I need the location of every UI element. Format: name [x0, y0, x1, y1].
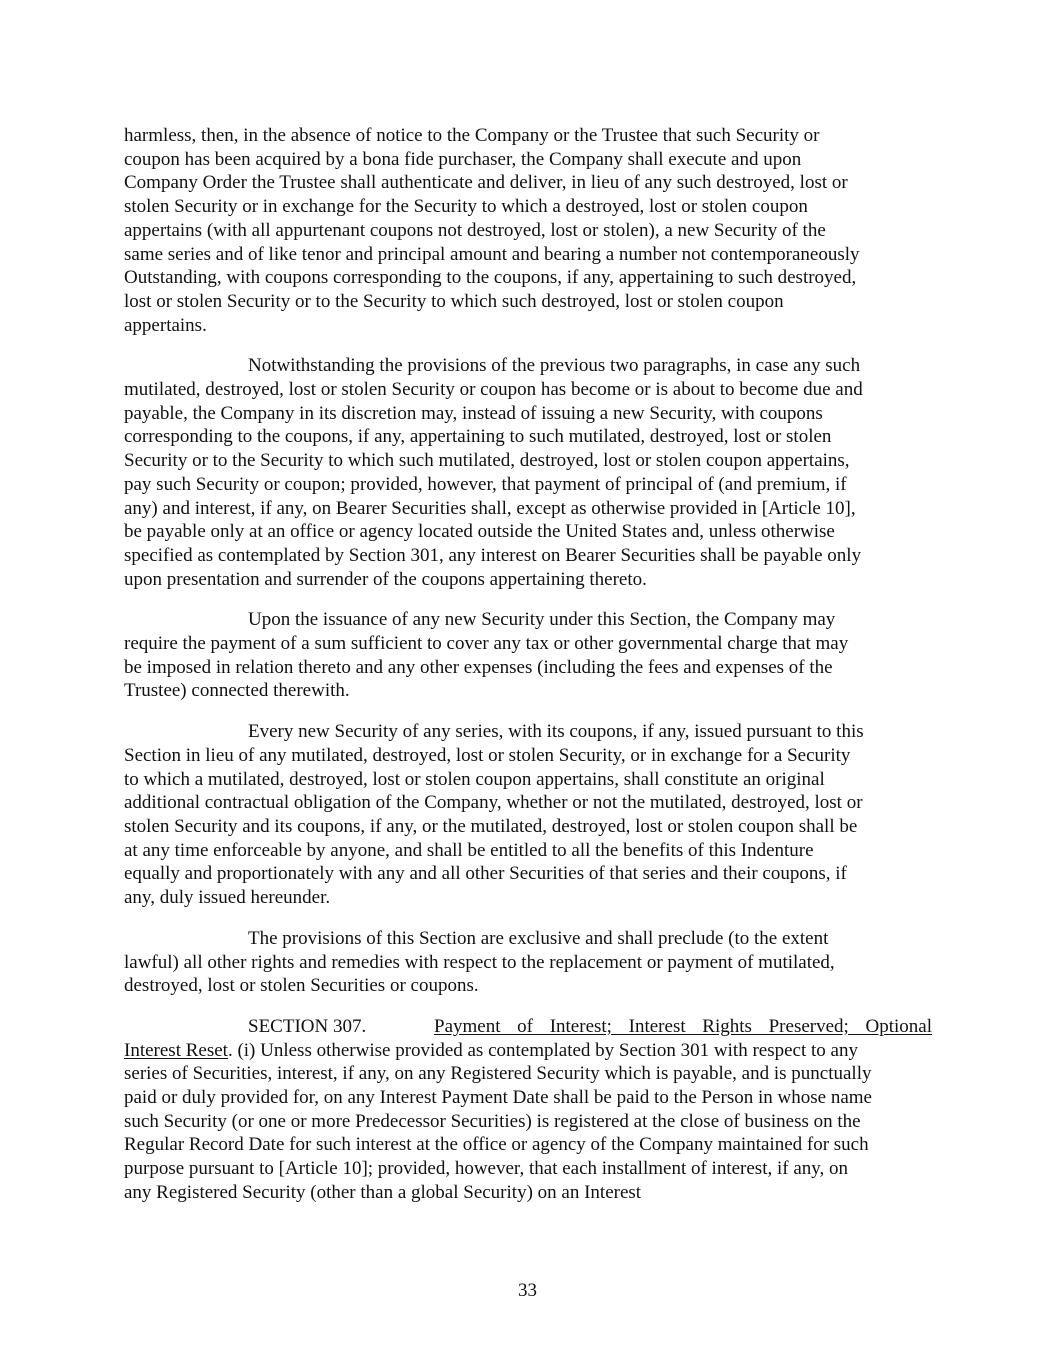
page-number: 33 [518, 1280, 537, 1301]
text-line: series of Securities, interest, if any, on any Registered Security which is payable, and is punctually [124, 1063, 872, 1085]
text-line: additional contractual obligation of the Company, whether or not the mutilated, destroyed, lost or [124, 792, 863, 814]
text-line: Section in lieu of any mutilated, destroyed, lost or stolen Security, or in exchange for a Security [124, 744, 851, 766]
text-line: pay such Security or coupon; provided, however, that payment of principal of (and premium, if [124, 473, 847, 495]
section-body-start: . (i) Unless otherwise provided as contemplated by Section 301 with respect to any [227, 1039, 858, 1061]
section-number: SECTION 307. [248, 1015, 367, 1037]
text-line: such Security (or one or more Predecessor Securities) is registered at the close of business on the [124, 1110, 861, 1132]
text-line: mutilated, destroyed, lost or stolen Security or coupon has become or is about to become due and [124, 379, 863, 401]
text-line: Regular Record Date for such interest at the office or agency of the Company maintained for such [124, 1134, 869, 1156]
document-page [124, 124, 932, 1222]
text-line: The provisions of this Section are exclusive and shall preclude (to the extent [248, 927, 829, 949]
text-line: same series and of like tenor and principal amount and bearing a number not contemporaneously [124, 243, 860, 265]
section-title: Payment of Interest; Interest Rights Preserved; Optional [434, 1015, 932, 1037]
text-line: Security or to the Security to which such mutilated, destroyed, lost or stolen coupon appertains, [124, 450, 850, 472]
text-line: harmless, then, in the absence of notice to the Company or the Trustee that such Security or [124, 125, 820, 146]
text-line: Notwithstanding the provisions of the previous two paragraphs, in case any such [248, 355, 861, 377]
text-line: Company Order the Trustee shall authenticate and deliver, in lieu of any such destroyed, lost or [124, 172, 848, 194]
paragraph-2 [124, 354, 932, 591]
text-line: stolen Security or in exchange for the Security to which a destroyed, lost or stolen coupon [124, 196, 808, 218]
text-line: to which a mutilated, destroyed, lost or stolen coupon appertains, shall constitute an original [124, 768, 825, 790]
paragraph-3 [124, 608, 932, 703]
text-line: require the payment of a sum sufficient to cover any tax or other governmental charge that may [124, 633, 849, 655]
paragraph-4 [124, 720, 932, 910]
text-line: specified as contemplated by Section 301, any interest on Bearer Securities shall be payable only [124, 544, 862, 566]
text-line: coupon has been acquired by a bona fide purchaser, the Company shall execute and upon [124, 148, 802, 170]
text-line: any Registered Security (other than a global Security) on an Interest [124, 1181, 642, 1203]
text-line: Every new Security of any series, with its coupons, if any, issued pursuant to this [248, 721, 864, 743]
text-line: Outstanding, with coupons corresponding to the coupons, if any, appertaining to such destroyed, [124, 267, 857, 289]
section-heading [124, 1015, 932, 1039]
paragraph-5 [124, 927, 932, 998]
text-line: destroyed, lost or stolen Securities or coupons. [124, 975, 479, 997]
text-line: at any time enforceable by anyone, and shall be entitled to all the benefits of this Indenture [124, 839, 814, 861]
text-line: lost or stolen Security or to the Security to which such destroyed, lost or stolen coupon [124, 290, 784, 312]
text-line: Upon the issuance of any new Security under this Section, the Company may [248, 609, 836, 631]
paragraph-1 [124, 124, 932, 337]
text-line: Trustee) connected therewith. [124, 680, 350, 702]
section-title-continued: Interest Reset [124, 1039, 228, 1061]
section-307 [124, 1015, 932, 1205]
text-line: appertains (with all appurtenant coupons not destroyed, lost or stolen), a new Security of the [124, 219, 826, 241]
text-line: any) and interest, if any, on Bearer Securities shall, except as otherwise provided in [Article 10], [124, 497, 856, 519]
text-line: appertains. [124, 314, 207, 336]
text-line: be imposed in relation thereto and any other expenses (including the fees and expenses of the [124, 656, 833, 678]
text-line [124, 1039, 932, 1063]
text-line: upon presentation and surrender of the coupons appertaining thereto. [124, 568, 647, 590]
text-line: corresponding to the coupons, if any, appertaining to such mutilated, destroyed, lost or stolen [124, 426, 832, 448]
text-line: any, duly issued hereunder. [124, 887, 331, 909]
text-line: stolen Security and its coupons, if any, or the mutilated, destroyed, lost or stolen coupon shall be [124, 815, 858, 837]
text-line: equally and proportionately with any and all other Securities of that series and their coupons, if [124, 863, 847, 885]
text-line: be payable only at an office or agency located outside the United States and, unless otherwise [124, 521, 835, 543]
text-line: paid or duly provided for, on any Interest Payment Date shall be paid to the Person in whose name [124, 1087, 872, 1109]
text-line: purpose pursuant to [Article 10]; provided, however, that each installment of interest, if any, on [124, 1158, 849, 1180]
text-line: lawful) all other rights and remedies with respect to the replacement or payment of mutilated, [124, 951, 835, 973]
text-line: payable, the Company in its discretion may, instead of issuing a new Security, with coupons [124, 402, 823, 424]
